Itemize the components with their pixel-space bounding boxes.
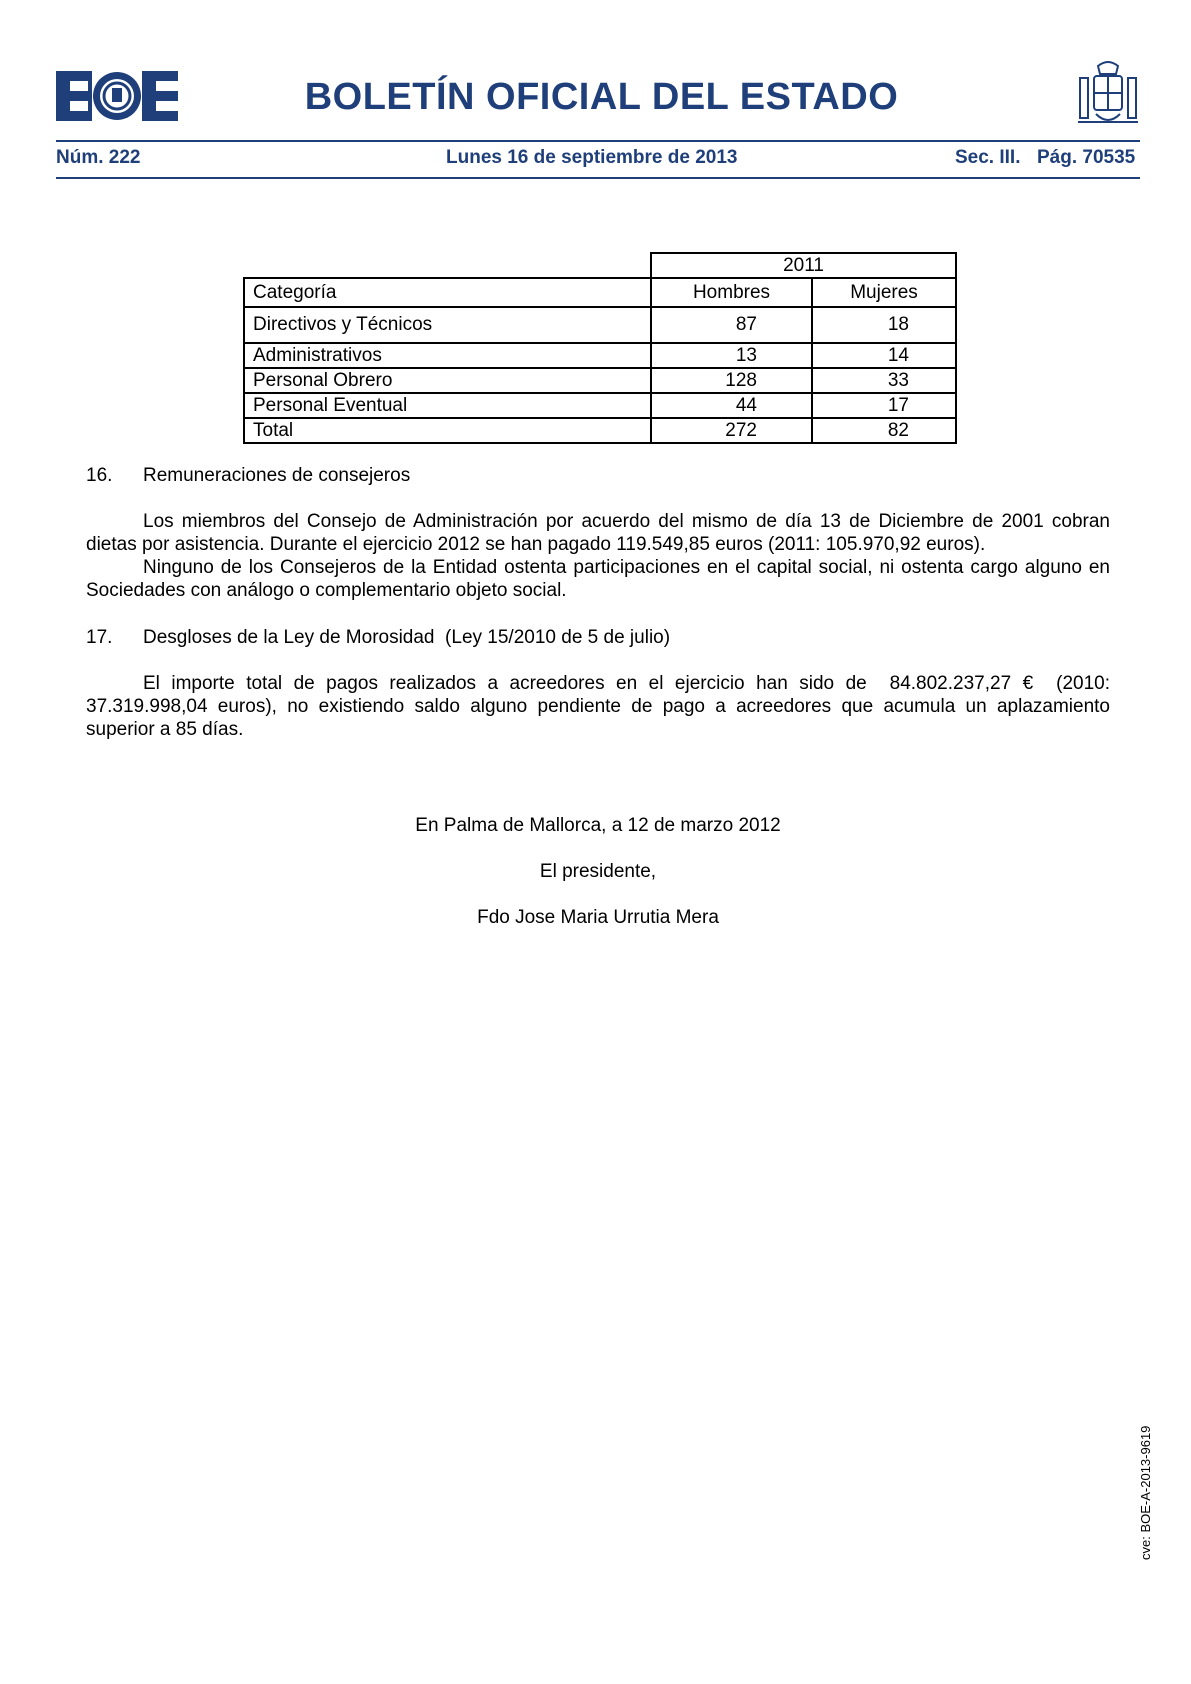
staff-table	[243, 252, 957, 444]
row-women: 18	[812, 307, 956, 343]
issue-date: Lunes 16 de septiembre de 2013	[446, 147, 738, 168]
row-men: 44	[651, 393, 812, 418]
table-row	[244, 368, 956, 393]
section-16-paragraph-1: Los miembros del Consejo de Administración por acuerdo del mismo de día 13 de Diciembre de 2001 cobran dietas por asistencia. Durante el ejercicio 2012 se han pagado 119.549,85 euros (2011: 105.970,92 euros).	[86, 511, 1110, 555]
cve-code: cve: BOE-A-2013-9619	[1138, 1425, 1153, 1560]
coat-of-arms-icon	[1076, 60, 1140, 128]
row-men: 272	[651, 418, 812, 443]
section-16-number: 16.	[86, 465, 113, 486]
row-men: 13	[651, 343, 812, 368]
row-women: 14	[812, 343, 956, 368]
row-category: Personal Obrero	[244, 368, 651, 393]
row-women: 17	[812, 393, 956, 418]
bulletin-title: BOLETÍN OFICIAL DEL ESTADO	[304, 76, 899, 118]
women-header: Mujeres	[812, 278, 956, 307]
row-men: 128	[651, 368, 812, 393]
table-total-row	[244, 418, 956, 443]
row-category: Administrativos	[244, 343, 651, 368]
men-header: Hombres	[651, 278, 812, 307]
page-number: Pág. 70535	[1037, 147, 1136, 168]
section-17-title: Desgloses de la Ley de Morosidad (Ley 15/2010 de 5 de julio)	[143, 627, 671, 648]
issue-number: Núm. 222	[56, 147, 141, 168]
category-header: Categoría	[244, 278, 651, 307]
place-date: En Palma de Mallorca, a 12 de marzo 2012	[415, 815, 781, 836]
table-row	[244, 307, 956, 343]
year-header: 2011	[651, 253, 956, 278]
signature: Fdo Jose Maria Urrutia Mera	[477, 907, 719, 928]
header-rule-bottom	[56, 177, 1140, 179]
row-women: 33	[812, 368, 956, 393]
row-men: 87	[651, 307, 812, 343]
table-row	[244, 393, 956, 418]
row-category: Directivos y Técnicos	[244, 307, 651, 343]
table-header-row	[244, 278, 956, 307]
row-women: 82	[812, 418, 956, 443]
section-label: Sec. III.	[955, 147, 1021, 168]
table-year-row	[244, 253, 956, 278]
header-rule-top	[56, 140, 1140, 142]
section-16-paragraph-2: Ninguno de los Consejeros de la Entidad ostenta participaciones en el capital social, ni ostenta cargo alguno en Sociedades con análogo o complementario objeto social.	[86, 557, 1110, 601]
table-row	[244, 343, 956, 368]
row-category: Personal Eventual	[244, 393, 651, 418]
row-category: Total	[244, 418, 651, 443]
section-17-number: 17.	[86, 627, 113, 648]
section-16-title: Remuneraciones de consejeros	[143, 465, 411, 486]
signatory-role: El presidente,	[539, 861, 657, 882]
section-17-paragraph: El importe total de pagos realizados a acreedores en el ejercicio han sido de 84.802.237,27 € (2010: 37.319.998,04 euros), no existiendo saldo alguno pendiente de pago a acreedores que acumula un aplazamiento superior a 85 días.	[86, 673, 1116, 740]
